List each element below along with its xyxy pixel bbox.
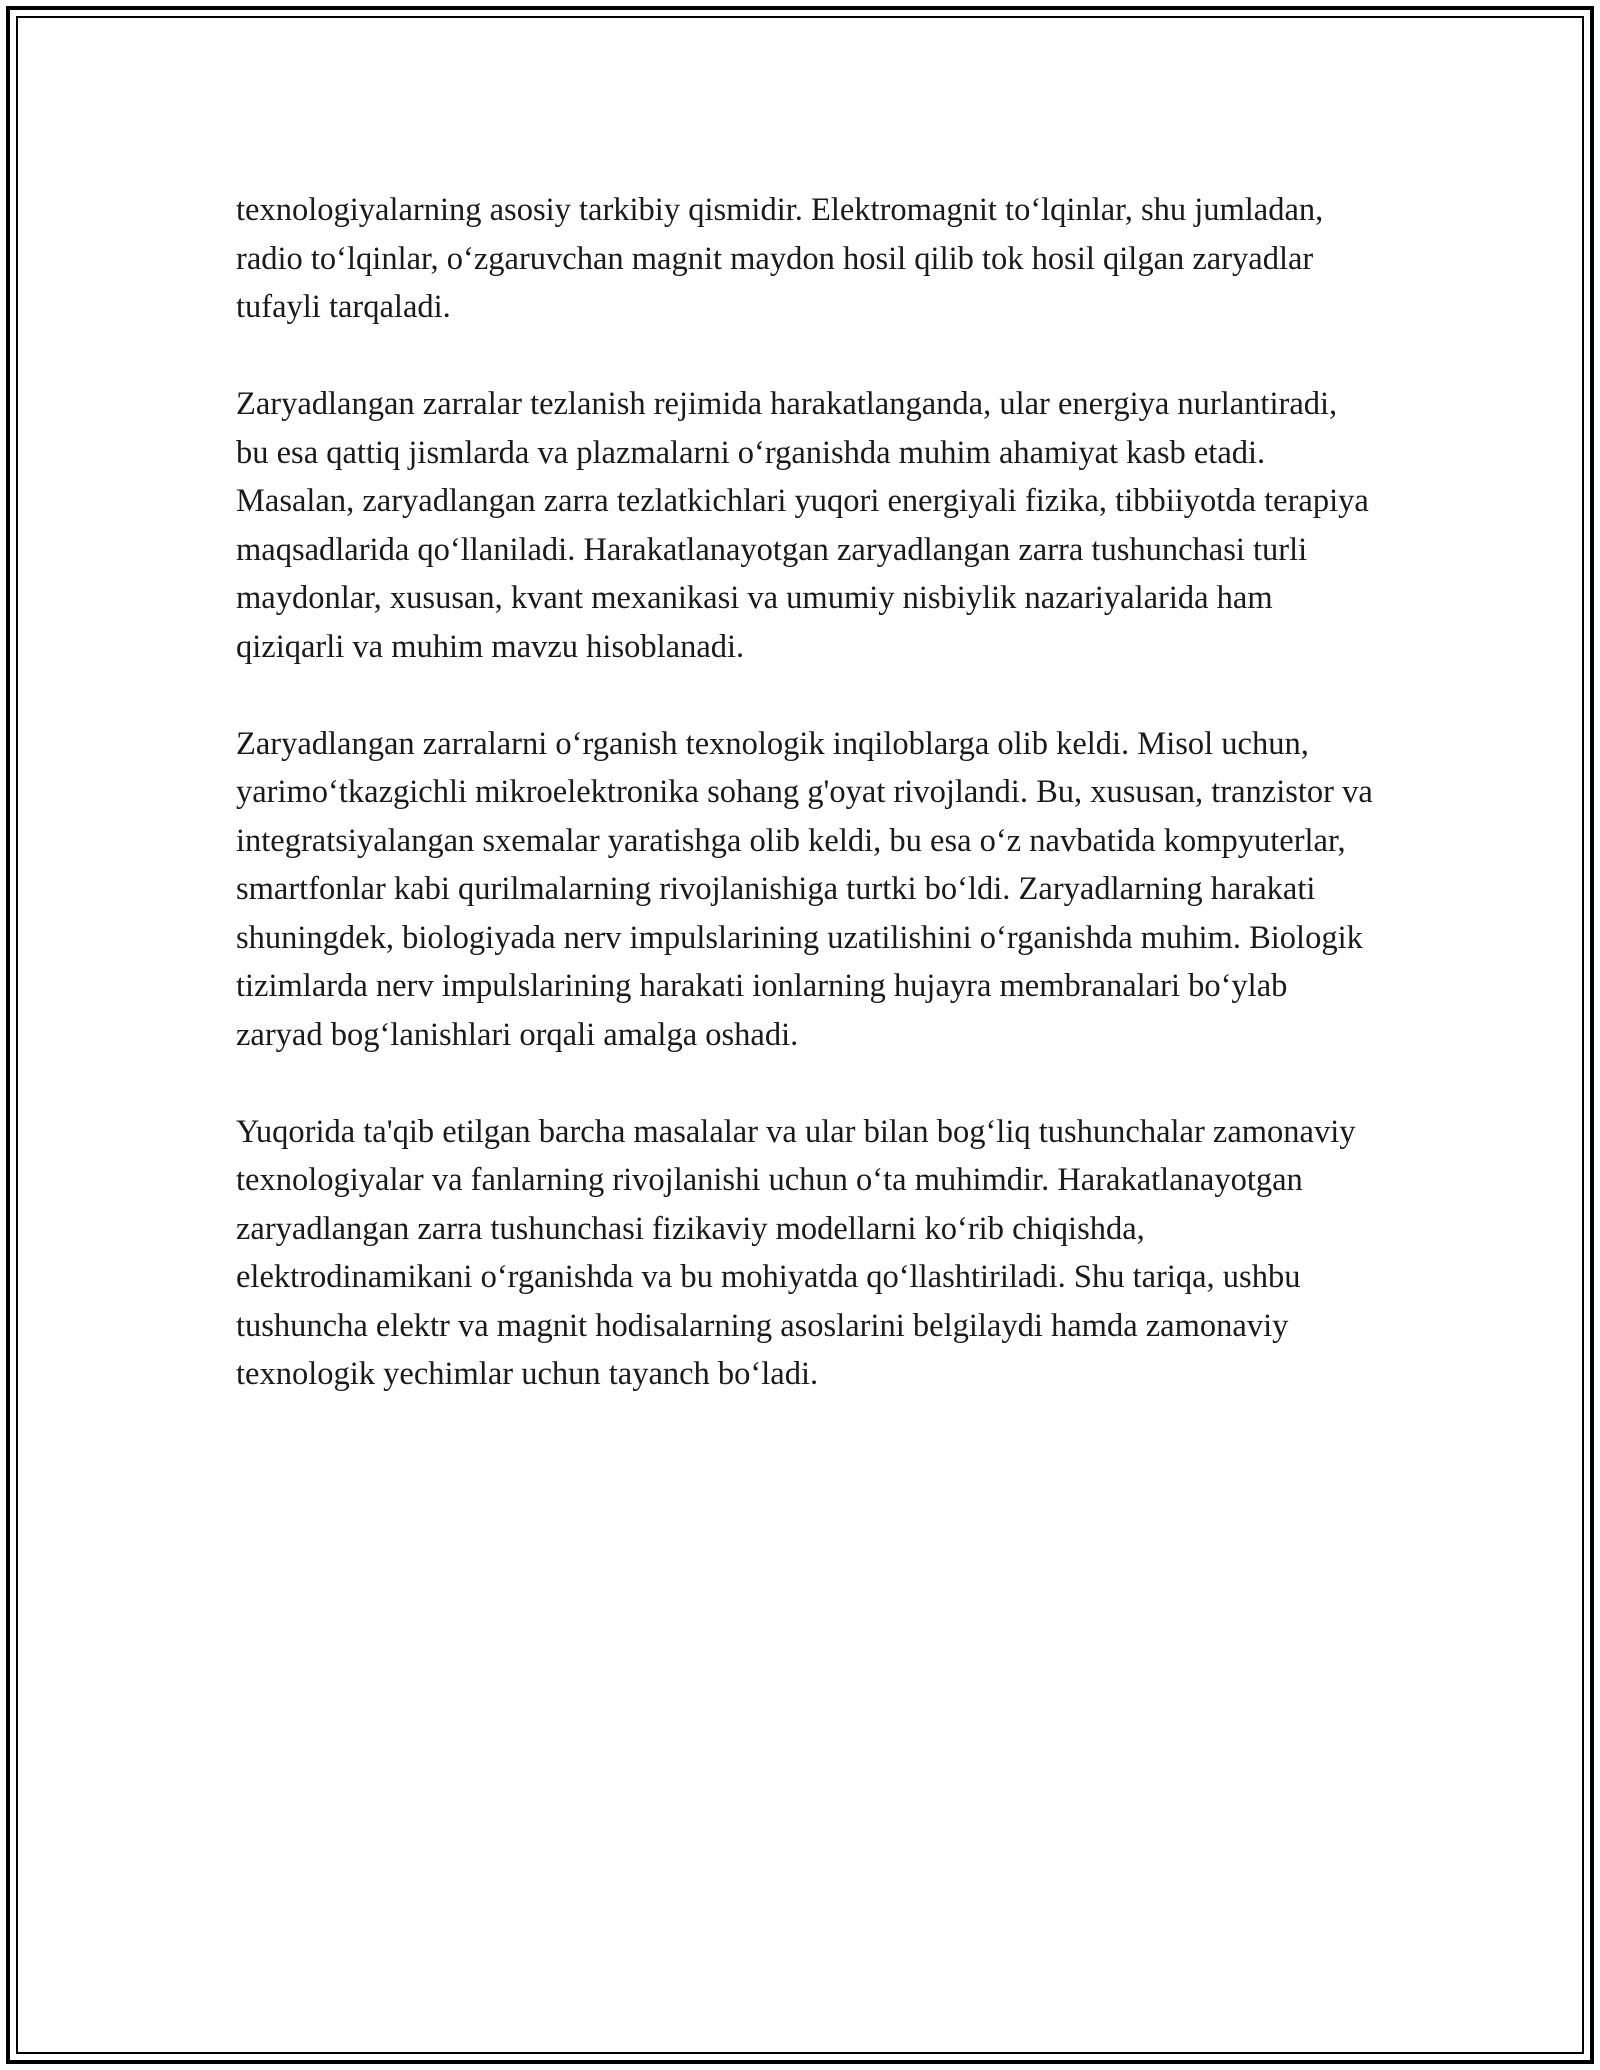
- document-body: [236, 186, 1376, 1399]
- paragraph-4: Yuqorida ta'qib etilgan barcha masalalar va ular bilan bog‘liq tushunchalar zamonaviy texnologiyalar va fanlarning rivojlanishi uchun o‘ta muhimdir. Harakatlanayotgan zaryadlangan zarra tushunchasi fizikaviy modellarni ko‘rib chiqishda, elektrodinamikani o‘rganishda va bu mohiyatda qo‘llashtiriladi. Shu tariqa, ushbu tushuncha elektr va magnit hodisalarning asoslarini belgilaydi hamda zamonaviy texnologik yechimlar uchun tayanch bo‘ladi.: [236, 1113, 1356, 1392]
- paragraph-1: texnologiyalarning asosiy tarkibiy qismidir. Elektromagnit to‘lqinlar, shu jumladan, radio to‘lqinlar, o‘zgaruvchan magnit maydon hosil qilib tok hosil qilgan zaryadlar tufayli tarqaladi.: [236, 192, 1324, 325]
- paragraph-2: Zaryadlangan zarralar tezlanish rejimida harakatlanganda, ular energiya nurlantiradi, bu esa qattiq jismlarda va plazmalarni o‘rganishda muhim ahamiyat kasb etadi. Masalan, zaryadlangan zarra tezlatkichlari yuqori energiyali fizika, tibbiiyotda terapiya maqsadlarida qo‘llaniladi. Harakatlanayotgan zaryadlangan zarra tushunchasi turli maydonlar, xususan, kvant mexanikasi va umumiy nisbiylik nazariyalarida ham qiziqarli va muhim mavzu hisoblanadi.: [236, 386, 1369, 665]
- paragraph-3: Zaryadlangan zarralarni o‘rganish texnologik inqiloblarga olib keldi. Misol uchun, yarimo‘tkazgichli mikroelektronika sohang g'oyat rivojlandi. Bu, xususan, tranzistor va integratsiyalangan sxemalar yaratishga olib keldi, bu esa o‘z navbatida kompyuterlar, smartfonlar kabi qurilmalarning rivojlanishiga turtki bo‘ldi. Zaryadlarning harakati shuningdek, biologiyada nerv impulslarining uzatilishini o‘rganishda muhim. Biologik tizimlarda nerv impulslarining harakati ionlarning hujayra membranalari bo‘ylab zaryad bog‘lanishlari orqali amalga oshadi.: [236, 725, 1373, 1053]
